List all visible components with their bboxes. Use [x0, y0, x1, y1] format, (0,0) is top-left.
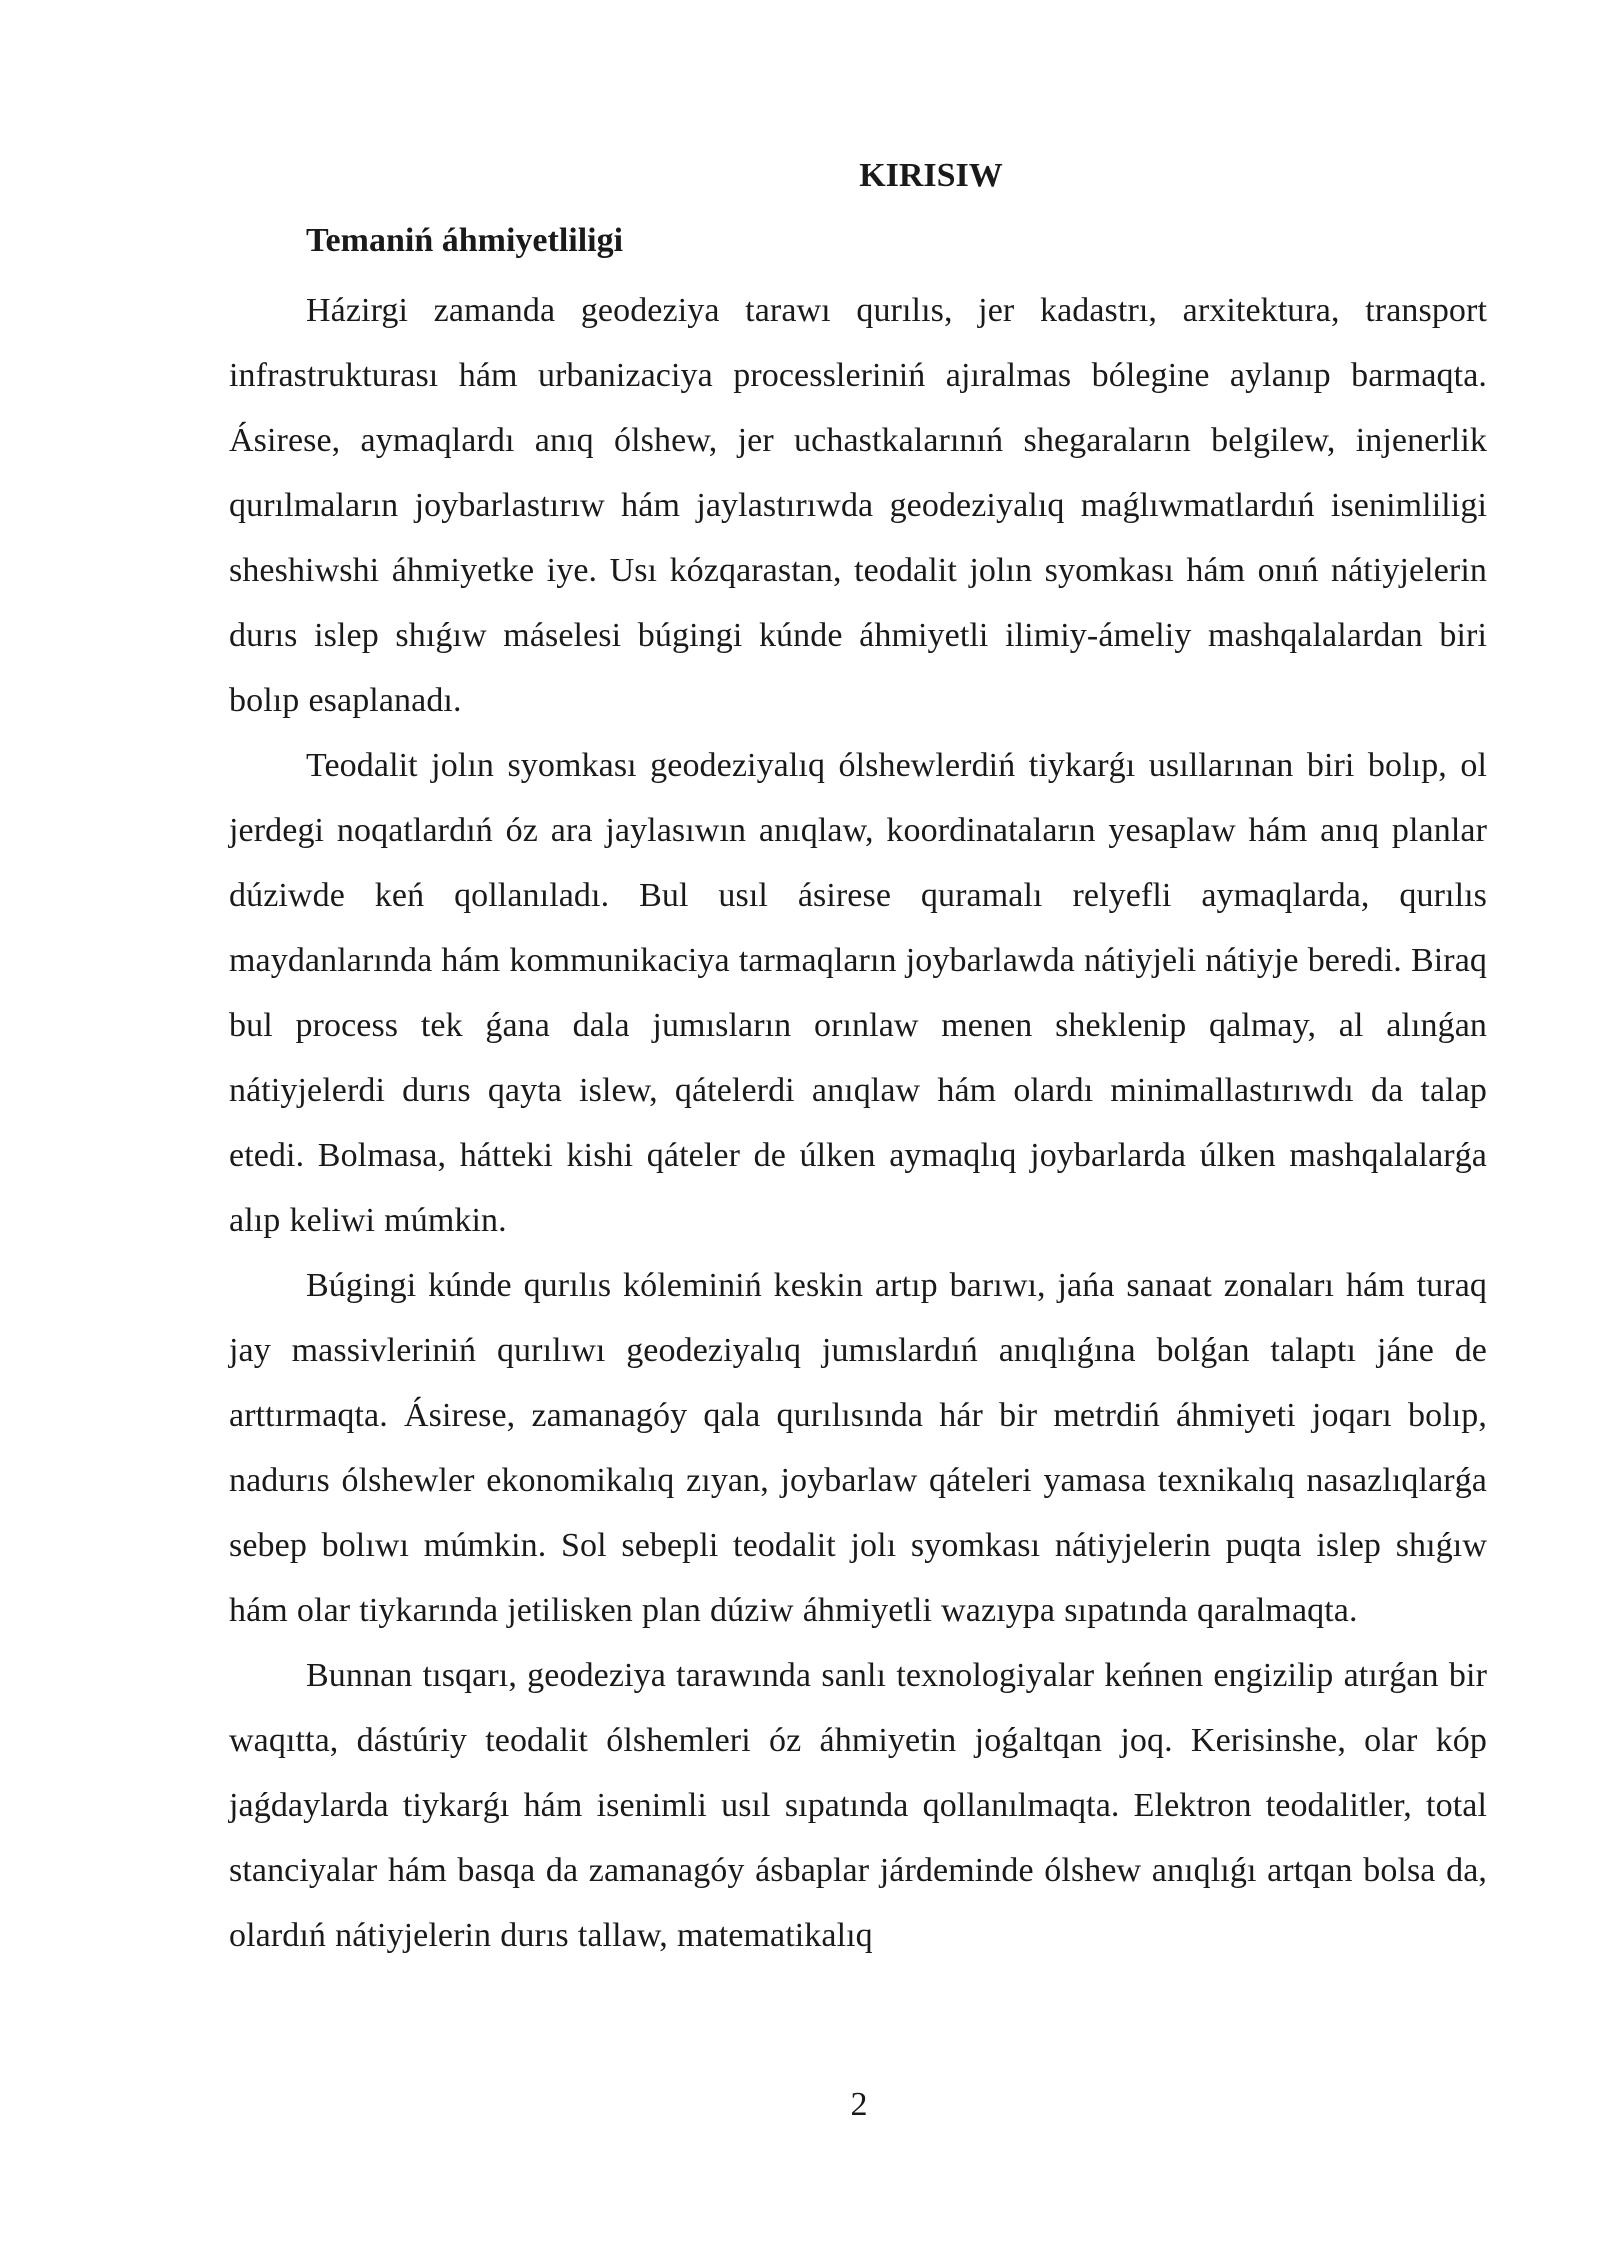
document-page: [229, 148, 1487, 1968]
paragraph-3: Búgingi kúnde qurılıs kóleminiń keskin artıp barıwı, jańa sanaat zonaları hám turaq jay massivleriniń qurılıwı geodeziyalıq jumıslardıń anıqlıǵına bolǵan talaptı jáne de arttırmaqta. Ásirese, zamanagóy qala qurılısında hár bir metrdiń áhmiyeti joqarı bolıp, nadurıs ólshewler ekonomikalıq zıyan, joybarlaw qáteleri yamasa texnikalıq nasazlıqlarǵa sebep bolıwı múmkin. Sol sebepli teodalit jolı syomkası nátiyjelerin puqta islep shıǵıw hám olar tiykarında jetilisken plan dúziw áhmiyetli wazıypa sıpatında qaralmaqta.: [229, 1267, 1487, 1629]
paragraph-4: Bunnan tısqarı, geodeziya tarawında sanlı texnologiyalar keńnen engizilip atırǵan bir waqıtta, dástúriy teodalit ólshemleri óz áhmiyetin joǵaltqan joq. Kerisinshe, olar kóp jaǵdaylarda tiykarǵı hám isenimli usıl sıpatında qollanılmaqta. Elektron teodalitler, total stanciyalar hám basqa da zamanagóy ásbaplar járdeminde ólshew anıqlıǵı artqan bolsa da, olardıń nátiyjelerin durıs tallaw, matematikalıq: [229, 1657, 1487, 1954]
section-heading: KIRISIW: [859, 157, 1003, 194]
paragraph-1: Házirgi zamanda geodeziya tarawı qurılıs, jer kadastrı, arxitektura, transport infrastrukturası hám urbanizaciya processleriniń ajıralmas bólegine aylanıp barmaqta. Ásirese, aymaqlardı anıq ólshew, jer uchastkalarınıń shegaraların belgilew, injenerlik qurılmaların joybarlastırıw hám jaylastırıwda geodeziyalıq maǵlıwmatlardıń isenimliligi sheshiwshi áhmiyetke iye. Usı kózqarastan, teodalit jolın syomkası hám onıń nátiyjelerin durıs islep shıǵıw máselesi búgingi kúnde áhmiyetli ilimiy-ámeliy mashqalalardan biri bolıp esaplanadı.: [229, 292, 1487, 719]
subsection-heading: Temaniń áhmiyetliligi: [306, 222, 624, 259]
page-number: 2: [850, 2086, 868, 2123]
paragraph-2: Teodalit jolın syomkası geodeziyalıq ólshewlerdiń tiykarǵı usıllarınan biri bolıp, ol jerdegi noqatlardıń óz ara jaylasıwın anıqlaw, koordinataların yesaplaw hám anıq planlar dúziwde keń qollanıladı. Bul usıl ásirese quramalı relyefli aymaqlarda, qurılıs maydanlarında hám kommunikaciya tarmaqların joybarlawda nátiyjeli nátiyje beredi. Biraq bul process tek ǵana dala jumısların orınlaw menen sheklenip qalmay, al alınǵan nátiyjelerdi durıs qayta islew, qátelerdi anıqlaw hám olardı minimallastırıwdı da talap etedi. Bolmasa, hátteki kishi qáteler de úlken aymaqlıq joybarlarda úlken mashqalalarǵa alıp keliwi múmkin.: [229, 747, 1487, 1239]
